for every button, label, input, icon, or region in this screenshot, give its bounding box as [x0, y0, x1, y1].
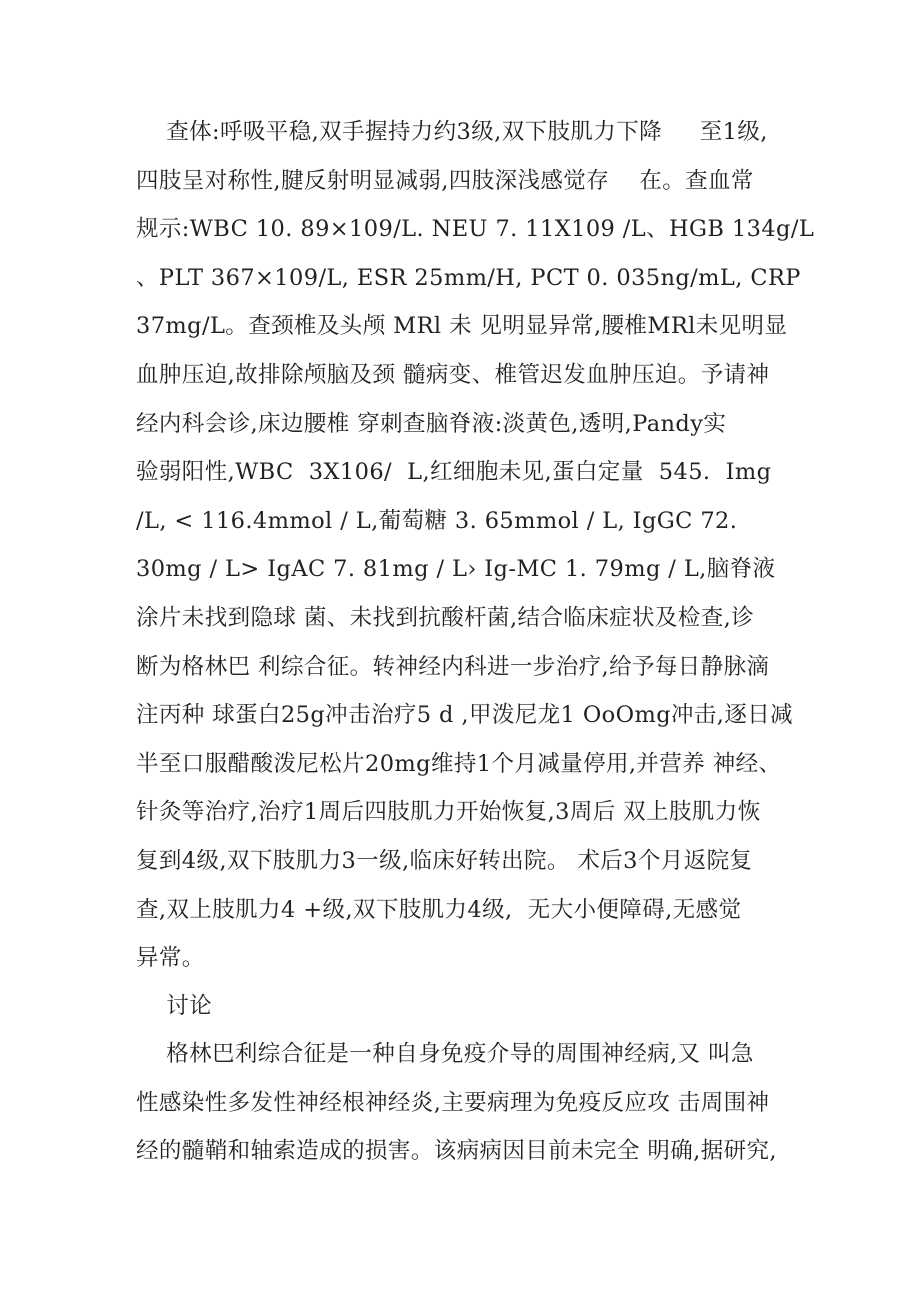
section-heading — [136, 982, 796, 1031]
text-line: 血肿压迫,故排除颅脑及颈 髓病变、椎管迟发血肿压迫。予请神 — [136, 361, 770, 388]
text-line: 经的髓鞘和轴索造成的损害。该病病因目前未完全 明确,据研究, — [136, 1138, 777, 1165]
text-line: 规示:WBC 10. 89×109/L. NEU 7. 11X109 /L、HGB 134g/L — [136, 216, 815, 243]
text-line: 性感染性多发性神经根神经炎,主要病理为免疫反应攻 击周围神 — [136, 1089, 770, 1116]
text-line: 、PLT 367×109/L, ESR 25mm/H, PCT 0. 035ng/mL, CRP — [136, 264, 801, 291]
heading-text: 讨论 — [136, 993, 213, 1019]
text-line: 涂片未找到隐球 菌、未找到抗酸杆菌,结合临床症状及检查,诊 — [136, 604, 755, 631]
paragraph-discussion — [136, 1030, 796, 1176]
text-line: /L, < 116.4mmol / L,葡萄糖 3. 65mmol / L, IgGC 72. — [136, 507, 738, 534]
text-line: 异常。 — [136, 945, 205, 972]
text-line: 经内科会诊,床边腰椎 穿刺查脑脊液:淡黄色,透明,Pandy实 — [136, 410, 727, 437]
text-line: 查体:呼吸平稳,双手握持力约3级,双下肢肌力下降 至1级, — [136, 119, 768, 145]
text-line: 四肢呈对称性,腱反射明显减弱,四肢深浅感觉存 在。查血常 — [136, 167, 754, 194]
paragraph-exam-findings — [136, 108, 815, 983]
text-line: 格林巴利综合征是一种自身免疫介导的周围神经病,又 叫急 — [136, 1041, 754, 1067]
text-line: 复到4级,双下肢肌力3一级,临床好转出院。 术后3个月返院复 — [136, 847, 753, 874]
text-line: 37mg/L。查颈椎及头颅 MRl 未 见明显异常,腰椎MRl未见明显 — [136, 313, 788, 340]
text-line: 验弱阳性,WBC 3X106/ L,红细胞未见,蛋白定量 545. Img — [136, 459, 772, 486]
text-line: 断为格林巴 利综合征。转神经内科进一步治疗,给予每日静脉滴 — [136, 653, 770, 680]
text-line: 30mg / L> IgAC 7. 81mg / L› Ig-MC 1. 79mg / L,脑脊液 — [136, 556, 776, 583]
text-line: 针灸等治疗,治疗1周后四肢肌力开始恢复,3周后 双上肢肌力恢 — [136, 799, 761, 826]
text-line: 查,双上肢肌力4 +级,双下肢肌力4级, 无大小便障碍,无感觉 — [136, 896, 742, 923]
text-line: 半至口服醋酸泼尼松片20mg维持1个月减量停用,并营养 神经、 — [136, 750, 782, 777]
text-line: 注丙种 球蛋白25g冲击治疗5 d ,甲泼尼龙1 OoOmg冲击,逐日减 — [136, 702, 794, 729]
